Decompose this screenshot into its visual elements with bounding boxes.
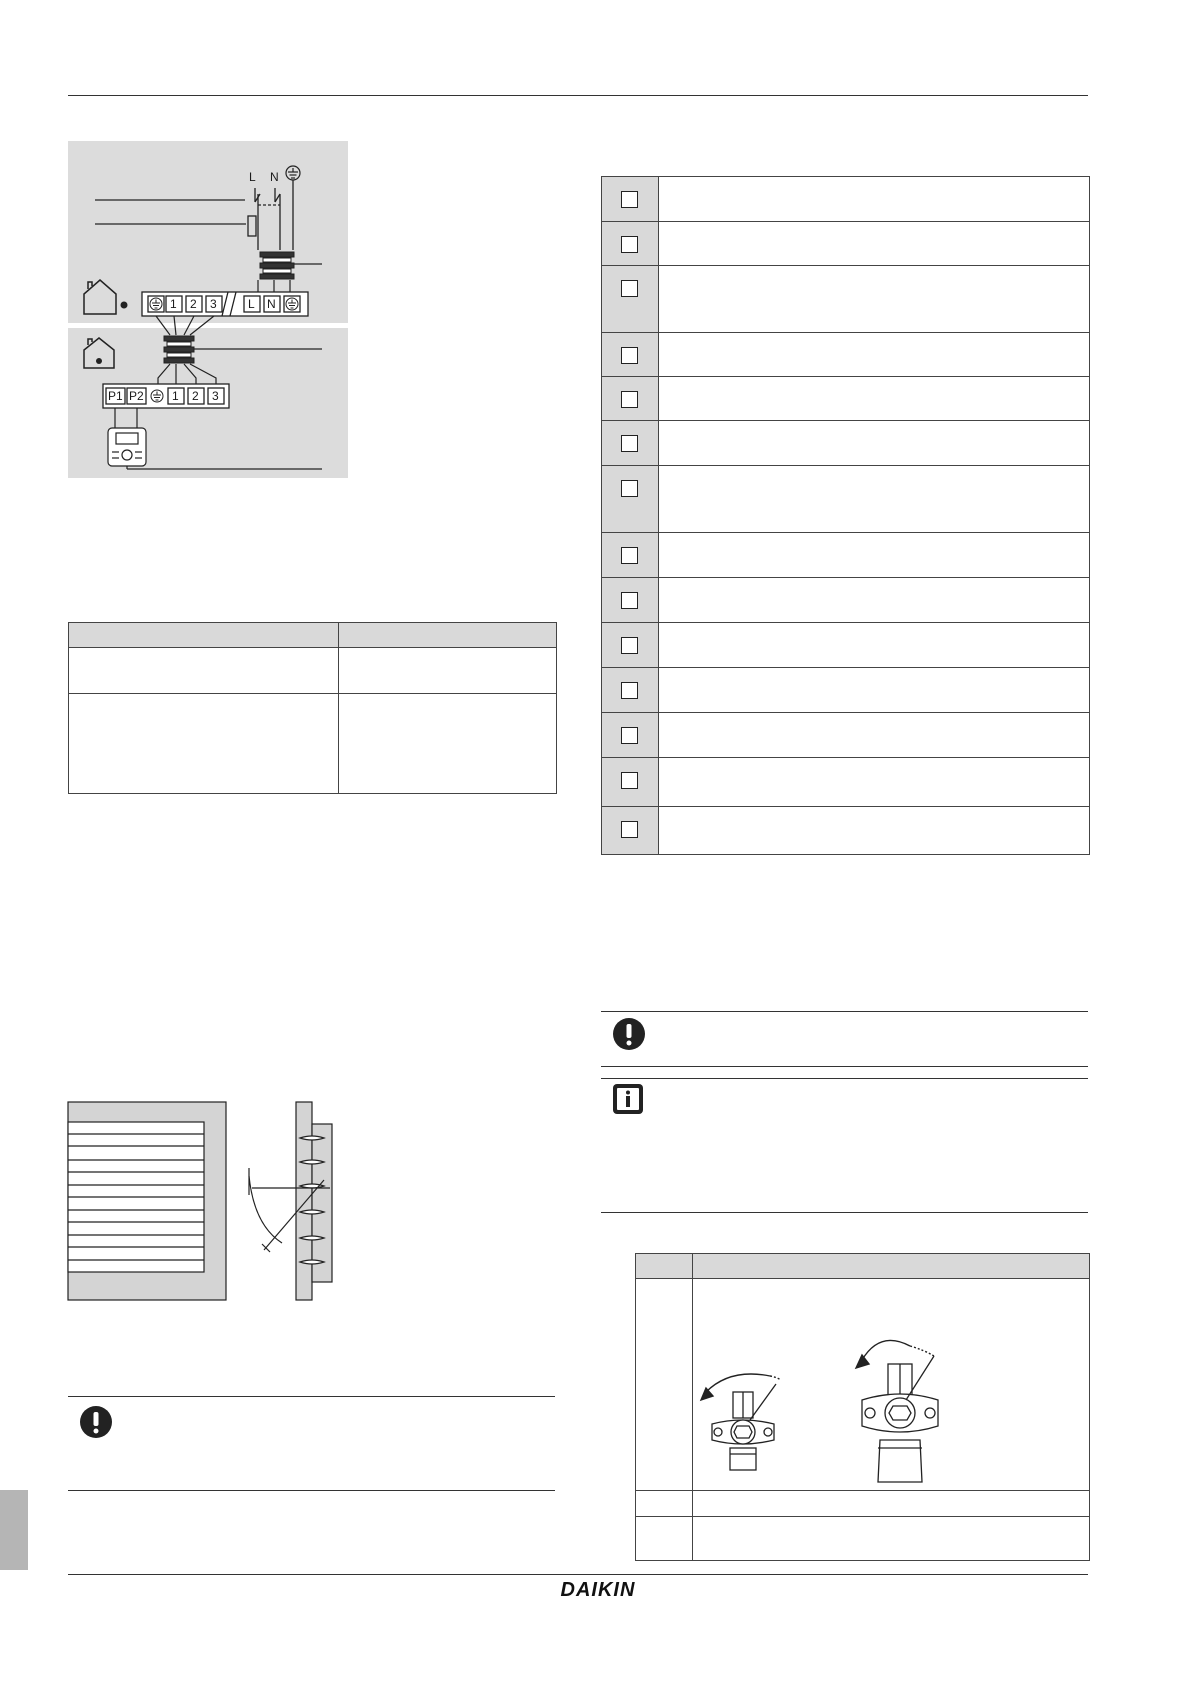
- outdoor-terminal-1: 1: [170, 297, 177, 311]
- indoor-terminal-P1: P1: [108, 389, 123, 403]
- outdoor-terminal-L: L: [248, 297, 255, 311]
- footer-rule: [68, 1574, 1088, 1575]
- supply-label-L: L: [249, 170, 256, 184]
- indoor-terminal-P2: P2: [129, 389, 144, 403]
- outdoor-terminal-2: 2: [190, 297, 197, 311]
- small-stop-valve-icon: [712, 1384, 776, 1470]
- side-tab: [0, 1490, 28, 1570]
- supply-label-N: N: [270, 170, 279, 184]
- brand-logo: DAIKIN: [560, 1579, 636, 1601]
- large-stop-valve-icon: [862, 1356, 938, 1482]
- outdoor-terminal-3: 3: [210, 297, 217, 311]
- outdoor-terminal-N: N: [267, 297, 276, 311]
- indoor-terminal-1: 1: [172, 389, 179, 403]
- indoor-terminal-3: 3: [212, 389, 219, 403]
- indoor-terminal-2: 2: [192, 389, 199, 403]
